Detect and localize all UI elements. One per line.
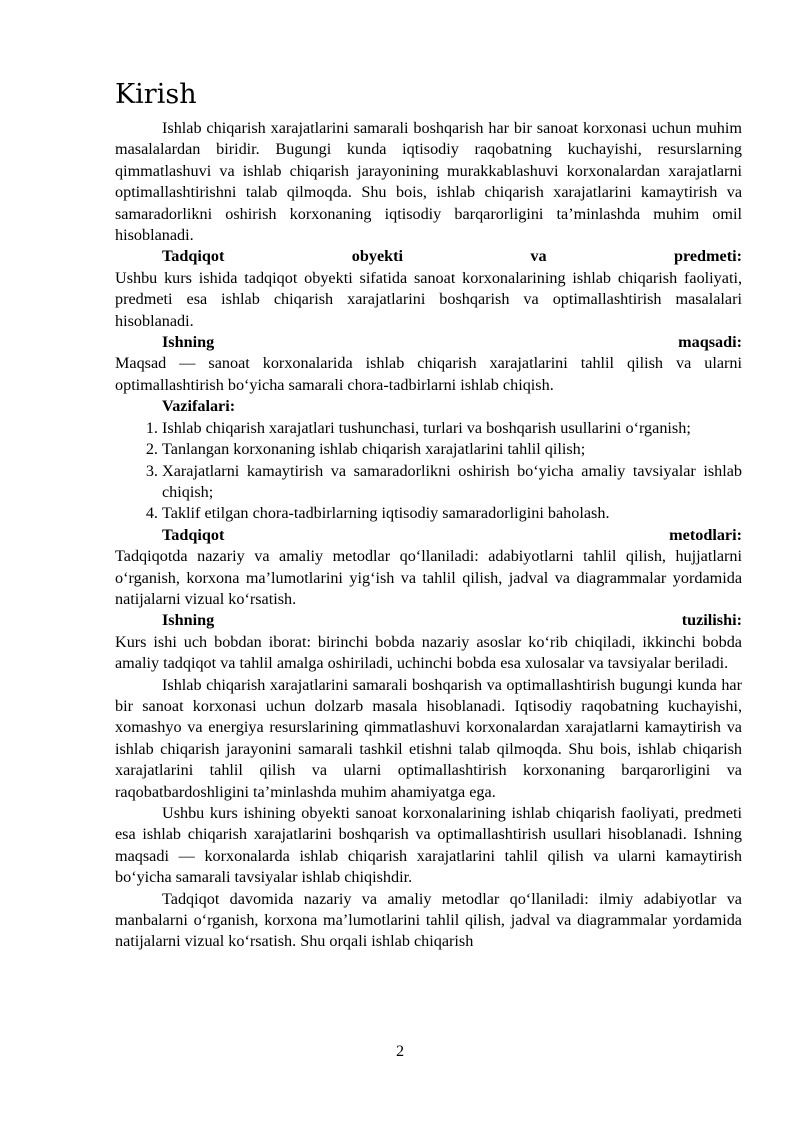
structure-heading: Ishning tuzilishi: (162, 611, 742, 630)
intro-paragraph: Ishlab chiqarish xarajatlarini samarali boshqarish har bir sanoat korxonasi uchun muhim masalalardan biridir. Bugungi kunda iqtisodiy raqobatning kuchayishi, resurslarning qimmatlashuvi va ishlab chiqarish jarayonining murakkablashuvi korxonalardan xarajatlarni optimallashtirishni talab qilmoqda. Shu bois, ishlab chiqarish xarajatlarini kamaytirish va samaradorlikni oshirish korxonaning iqtisodiy barqarorligini ta’minlashda muhim omil hisoblanadi. (115, 119, 742, 245)
body-paragraph: Ishlab chiqarish xarajatlarini samarali boshqarish va optimallashtirish bugungi kunda har bir sanoat korxonasi uchun dolzarb masala hisoblanadi. Iqtisodiy raqobatning kuchayishi, xomashyo va energiya resurslarining qimmatlashuvi korxonalardan xarajatlarni kamaytirish va ishlab chiqarish jarayonini samarali tashkil etishni talab qilmoqda. Shu bois, ishlab chiqarish xarajatlarini tahlil qilish va ularni optimallashtirish korxonaning barqarorligini va raqobatbardoshligini ta’minlashda muhim ahamiyatga ega. (115, 675, 742, 801)
structure-paragraph: Kurs ishi uch bobdan iborat: birinchi bobda nazariy asoslar ko‘rib chiqiladi, ikkinchi bobda amaliy tadqiqot va tahlil amalga oshiriladi, uchinchi bobda esa xulosalar va tavsiyalar beriladi. (115, 632, 742, 673)
list-item: 4. Taklif etilgan chora-tadbirlarning iqtisodiy samaradorligini baholash. (162, 503, 742, 524)
list-item: 1. Ishlab chiqarish xarajatlari tushunchasi, turlari va boshqarish usullarini o‘rganish; (162, 418, 742, 439)
list-item: 2. Tanlangan korxonaning ishlab chiqarish xarajatlarini tahlil qilish; (162, 439, 742, 460)
object-heading: Tadqiqot obyekti va predmeti: (162, 247, 742, 266)
methods-paragraph: Tadqiqotda nazariy va amaliy metodlar qo‘llaniladi: adabiyotlarni tahlil qilish, hujjatlarni o‘rganish, korxona ma’lumotlarini yig‘ish va tahlil qilish, jadval va diagrammalar yordamida natijalarni vizual ko‘rsatish. (115, 547, 742, 608)
document-body (115, 118, 742, 953)
goal-heading: Ishning maqsadi: (162, 333, 742, 352)
goal-paragraph: Maqsad — sanoat korxonalarida ishlab chiqarish xarajatlarini tahlil qilish va ularni optimallashtirish bo‘yicha samarali chora-tadbirlarni ishlab chiqish. (115, 354, 742, 394)
methods-heading: Tadqiqot metodlari: (162, 525, 742, 544)
object-paragraph: Ushbu kurs ishida tadqiqot obyekti sifatida sanoat korxonalarining ishlab chiqarish faoliyati, predmeti esa ishlab chiqarish xarajatlarini boshqarish va optimallashtirish masalalari hisoblanadi. (115, 268, 742, 330)
body-paragraph: Tadqiqot davomida nazariy va amaliy metodlar qo‘llaniladi: ilmiy adabiyotlar va manbalarni o‘rganish, korxona ma’lumotlarini tahlil qilish, jadval va diagrammalar yordamida natijalarni vizual ko‘rsatish. Shu orqali ishlab chiqarish (115, 889, 742, 951)
page-number: 2 (395, 1042, 405, 1060)
body-paragraph: Ushbu kurs ishining obyekti sanoat korxonalarining ishlab chiqarish faoliyati, predmeti esa ishlab chiqarish xarajatlarini boshqarish va optimallashtirish usullari hisoblanadi. Ishning maqsadi — korxonalarda ishlab chiqarish xarajatlarini tahlil qilish va ularni kamaytirish bo‘yicha samarali tavsiyalar ishlab chiqishdir. (115, 804, 742, 887)
list-item: 3. Xarajatlarni kamaytirish va samaradorlikni oshirish bo‘yicha amaliy tavsiyalar ishlab chiqish; (162, 461, 742, 504)
tasks-heading: Vazifalari: (162, 397, 236, 416)
tasks-list (115, 418, 742, 525)
page-title: Kirish (115, 79, 197, 110)
